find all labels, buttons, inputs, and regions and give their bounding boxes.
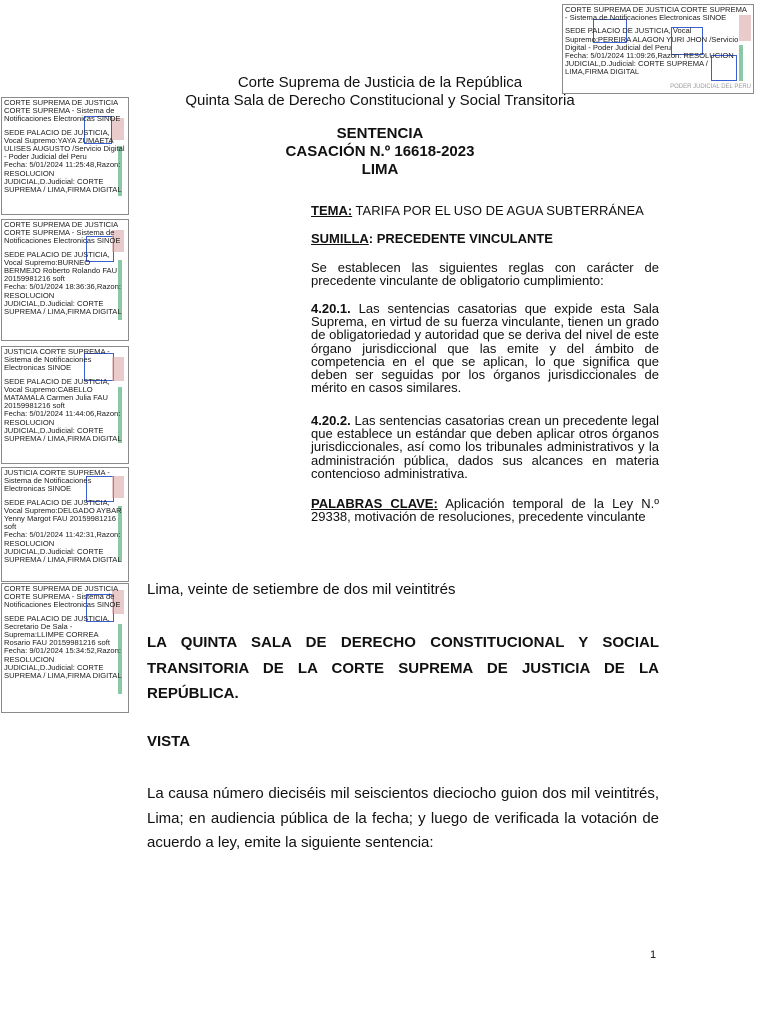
stamp-line: Fecha: 5/01/2024 11:42:31,Razon: RESOLUCION JUDICIAL,D.Judicial: CORTE SUPREMA / LIMA,FIRMA DIGITAL xyxy=(4,530,122,565)
stamp-line: SEDE PALACIO DE JUSTICIA, Vocal Supremo:PEREIRA ALAGON YURI JHON /Servicio Digital - Poder Judicial del Peru xyxy=(565,26,739,52)
stamp-line: Fecha: 9/01/2024 15:34:52,Razon: RESOLUCION JUDICIAL,D.Judicial: CORTE SUPREMA / LIMA,FIRMA DIGITAL xyxy=(4,646,122,681)
signature-stamp-3 xyxy=(1,346,129,464)
keywords xyxy=(311,497,659,523)
tema-line xyxy=(311,204,659,217)
rule-4-20-1 xyxy=(311,302,659,394)
stamp-line: SEDE PALACIO DE JUSTICIA, Secretario De Sala - Suprema:LLIMPE CORREA Rosario FAU 20159981216 soft xyxy=(4,613,110,648)
rule-number: 4.20.1. xyxy=(311,301,351,316)
signature-stamp-1 xyxy=(1,97,129,215)
stamp-line: Fecha: 5/01/2024 11:09:26,Razon: RESOLUCION JUDICIAL,D.Judicial: CORTE SUPREMA / LIMA,FIRMA DIGITAL xyxy=(565,51,734,77)
tema-text: TARIFA POR EL USO DE AGUA SUBTERRÁNEA xyxy=(352,203,644,218)
document-type: SENTENCIA xyxy=(336,125,424,142)
stamp-line: SEDE PALACIO DE JUSTICIA, Vocal Supremo:DELGADO AYBAR Yenny Margot FAU 20159981216 soft xyxy=(4,497,122,532)
vista-text: La causa número dieciséis mil seiscientos dieciocho guion dos mil veintitrés, Lima; en audiencia pública de la fecha; y luego de verificada la votación de acuerdo a ley, emite la siguiente sentencia: xyxy=(147,785,659,851)
sala-heading: LA QUINTA SALA DE DERECHO CONSTITUCIONAL Y SOCIAL TRANSITORIA DE LA CORTE SUPREMA DE JUSTICIA DE LA REPÚBLICA. xyxy=(147,634,659,702)
stamp-line: CORTE SUPREMA DE JUSTICIA CORTE SUPREMA - Sistema de Notificaciones Electronicas SINOE xyxy=(4,220,121,246)
stamp-line: Fecha: 5/01/2024 18:36:36,Razon: RESOLUCION JUDICIAL,D.Judicial: CORTE SUPREMA / LIMA,FIRMA DIGITAL xyxy=(4,282,122,317)
page-number: 1 xyxy=(650,949,657,961)
rule-number: 4.20.2. xyxy=(311,413,351,428)
sentence-date: Lima, veinte de setiembre de dos mil veintitrés xyxy=(147,581,456,598)
stamp-line: SEDE PALACIO DE JUSTICIA, Vocal Supremo:BURNEO BERMEJO Roberto Rolando FAU 20159981216 soft xyxy=(4,249,118,284)
tema-label: TEMA: xyxy=(311,203,353,218)
keywords-text: Aplicación temporal de la Ley N.º 29338, motivación de resoluciones, precedente vinculante xyxy=(311,496,659,525)
signature-stamp-2 xyxy=(1,219,129,341)
stamp-line: CORTE SUPREMA DE JUSTICIA CORTE SUPREMA - Sistema de Notificaciones Electronicas SINOE xyxy=(4,98,121,124)
stamp-line: SEDE PALACIO DE JUSTICIA, Vocal Supremo:CABELLO MATAMALA Carmen Julia FAU 20159981216 soft xyxy=(4,376,110,411)
stamp-line: CORTE SUPREMA DE JUSTICIA CORTE SUPREMA - Sistema de Notificaciones Electronicas SINOE xyxy=(4,584,121,610)
stamp-line: Fecha: 5/01/2024 11:44:06,Razon: RESOLUCION JUDICIAL,D.Judicial: CORTE SUPREMA / LIMA,FIRMA DIGITAL xyxy=(4,409,122,444)
vista-heading: VISTA xyxy=(147,733,191,750)
keywords-label: PALABRAS CLAVE: xyxy=(311,496,438,511)
stamp-line: Fecha: 5/01/2024 11:25:48,Razon: RESOLUCION JUDICIAL,D.Judicial: CORTE SUPREMA / LIMA,FIRMA DIGITAL xyxy=(4,160,122,195)
rule-4-20-2 xyxy=(311,414,659,480)
sumilla-label: SUMILLA xyxy=(311,231,369,246)
signature-stamp-4 xyxy=(1,467,129,582)
stamp-line: JUSTICIA CORTE SUPREMA - Sistema de Notificaciones Electronicas SINOE xyxy=(4,347,110,373)
signature-stamp-5 xyxy=(1,583,129,713)
sala-name: Quinta Sala de Derecho Constitucional y Social Transitoria xyxy=(185,92,575,109)
case-number: CASACIÓN N.º 16618-2023 xyxy=(285,143,475,160)
court-name: Corte Suprema de Justicia de la República xyxy=(237,74,523,91)
case-location: LIMA xyxy=(361,161,399,178)
summary-intro: Se establecen las siguientes reglas con carácter de precedente vinculante de obligatorio cumplimiento: xyxy=(311,260,659,289)
sumilla-text: : PRECEDENTE VINCULANTE xyxy=(368,231,553,246)
stamp-line: SEDE PALACIO DE JUSTICIA, Vocal Supremo:YAYA ZUMAETA ULISES AUGUSTO /Servicio Digital - Poder Judicial del Peru xyxy=(4,127,125,162)
seal-logo: PODER JUDICIAL DEL PERU xyxy=(670,83,751,90)
rule-text: Las sentencias casatorias crean un precedente legal que establece un estándar que deben aplicar otros órganos jurisdiccionales, así como los tribunales administrativos y la administración pública, dados sus alcances en materia contencioso administrativa. xyxy=(311,413,659,481)
stamp-line: JUSTICIA CORTE SUPREMA - Sistema de Notificaciones Electronicas SINOE xyxy=(4,468,110,494)
stamp-line: CORTE SUPREMA DE JUSTICIA CORTE SUPREMA - Sistema de Notificaciones Electronicas SINOE xyxy=(565,5,747,23)
sumilla-line xyxy=(311,232,659,245)
rule-text: Las sentencias casatorias que expide esta Sala Suprema, en virtud de su fuerza vinculante, tienen un grado de obligatoriedad y autoridad que se deriva del nivel de este órgano jurisdiccional que las emite y del ámbito de competencia en el que se aplican, lo que significa que deben ser seguidas por los órganos jurisdiccionales de mérito en casos similares. xyxy=(311,301,659,396)
